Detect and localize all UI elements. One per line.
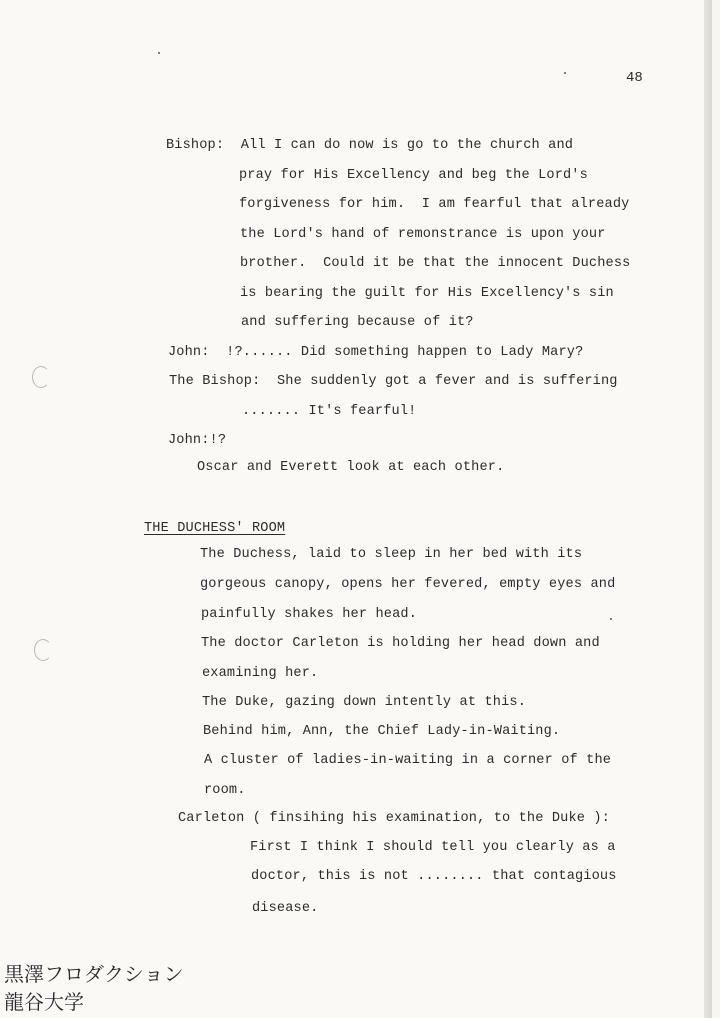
dialogue-continuation: is bearing the guilt for His Excellency's sin — [240, 286, 614, 301]
dialogue-continuation: pray for His Excellency and beg the Lord's — [239, 168, 588, 183]
dialogue-john: John:!? — [168, 433, 227, 448]
action-line: A cluster of ladies-in-waiting in a corner of the — [204, 753, 612, 768]
watermark-kurosawa-production: 黒澤フロダクション — [4, 962, 184, 986]
dialogue-bishop: Bishop: All I can do now is go to the church and — [166, 138, 574, 153]
action-line: The Duchess, laid to sleep in her bed with its — [200, 547, 583, 562]
dialogue-continuation: and suffering because of it? — [241, 315, 474, 330]
action-line: The doctor Carleton is holding her head down and — [201, 636, 600, 651]
punch-hole-mark — [32, 366, 50, 388]
dialogue-carleton: Carleton ( finsihing his examination, to the Duke ): — [178, 811, 610, 826]
dialogue-john: John: !?...... Did something happen to Lady Mary? — [168, 345, 584, 360]
dialogue-continuation: forgiveness for him. I am fearful that already — [239, 197, 630, 212]
dialogue-continuation: brother. Could it be that the innocent Duchess — [240, 256, 631, 271]
action-line: room. — [204, 783, 246, 798]
ink-speck — [158, 52, 160, 54]
action-line: Behind him, Ann, the Chief Lady-in-Waiting. — [203, 724, 561, 739]
watermark-ryukoku-university: 龍谷大学 — [4, 990, 84, 1014]
stage-direction: Oscar and Everett look at each other. — [197, 460, 505, 475]
action-line: painfully shakes her head. — [201, 607, 417, 622]
dialogue-continuation: disease. — [252, 901, 319, 916]
dialogue-continuation: doctor, this is not ........ that contagious — [251, 869, 617, 884]
action-line: examining her. — [202, 666, 319, 681]
dialogue-continuation: the Lord's hand of remonstrance is upon your — [240, 227, 606, 242]
punch-hole-mark — [34, 639, 52, 661]
dialogue-the-bishop: The Bishop: She suddenly got a fever and is suffering — [169, 374, 618, 389]
dialogue-continuation: First I think I should tell you clearly as a — [250, 840, 616, 855]
scene-heading: THE DUCHESS' ROOM — [144, 521, 286, 536]
action-line: gorgeous canopy, opens her fevered, empty eyes and — [200, 577, 616, 592]
page-number: 48 — [626, 70, 643, 86]
dialogue-continuation: ....... It's fearful! — [242, 404, 417, 419]
page-edge — [704, 0, 712, 1018]
ink-speck — [564, 72, 566, 74]
action-line: The Duke, gazing down intently at this. — [202, 695, 526, 710]
ink-speck — [610, 618, 612, 620]
